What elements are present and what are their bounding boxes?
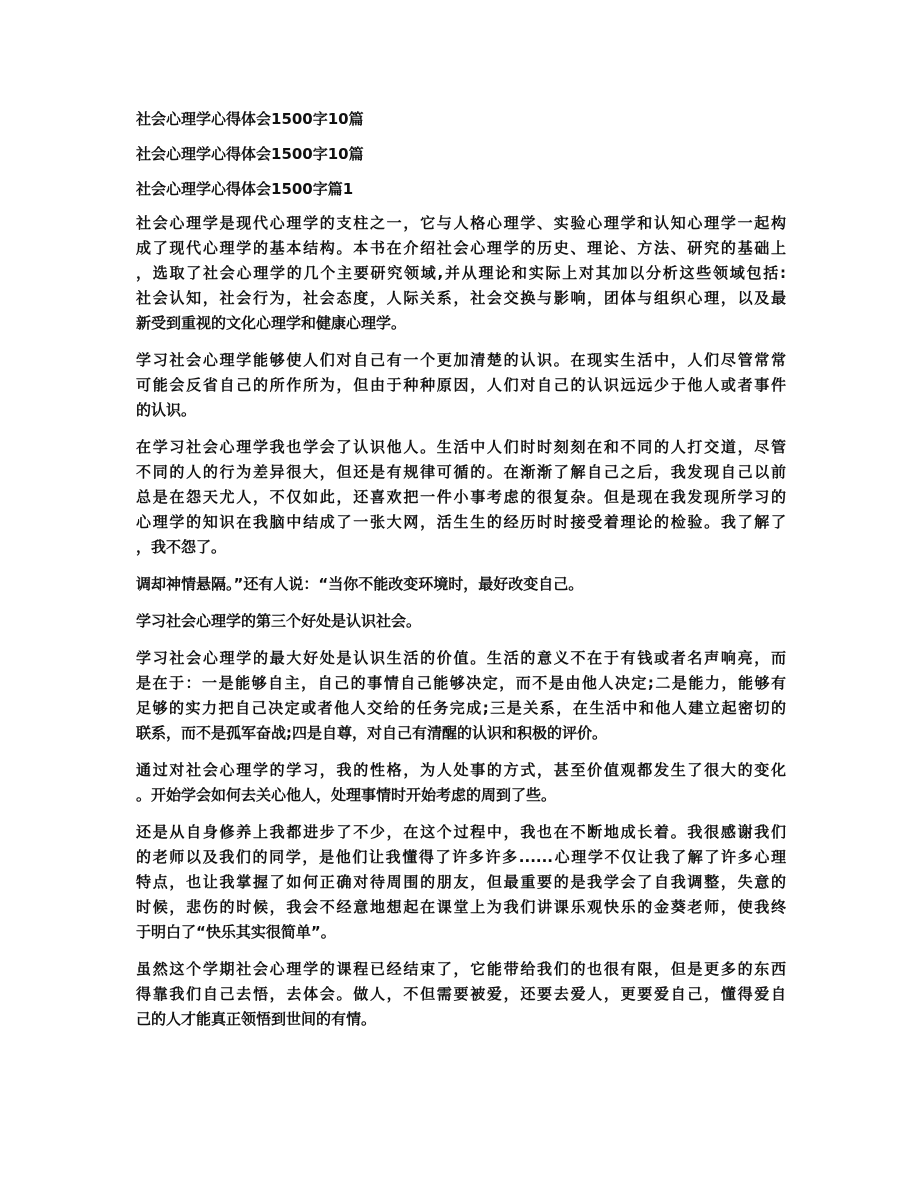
text-line: 是在于：一是能够自主，自己的事情自己能够决定，而不是由他人决定;二是能力，能够有 xyxy=(136,674,786,692)
text-line: 社会心理学是现代心理学的支柱之一，它与人格心理学、实验心理学和认知心理学一起构 xyxy=(136,214,786,232)
text-line: 在学习社会心理学我也学会了认识他人。生活中人们时时刻刻在和不同的人打交道，尽管 xyxy=(136,438,786,456)
text-line: 成了现代心理学的基本结构。本书在介绍社会心理学的历史、理论、方法、研究的基础上 xyxy=(136,239,786,257)
text-line: 不同的人的行为差异很大，但还是有规律可循的。在渐渐了解自己之后，我发现自己以前 xyxy=(136,463,786,481)
text-line: 学习社会心理学能够使人们对自己有一个更加清楚的认识。在现实生活中，人们尽管常常 xyxy=(136,351,786,369)
text-line: ，选取了社会心理学的几个主要研究领域,并从理论和实际上对其加以分析这些领域包括: xyxy=(136,264,786,282)
text-line: 虽然这个学期社会心理学的课程已经结束了，它能带给我们的也很有限，但是更多的东西 xyxy=(136,960,786,978)
paragraph xyxy=(136,957,786,1032)
text-line: 总是在怨天尤人，不仅如此，还喜欢把一件小事考虑的很复杂。但是现在我发现所学习的 xyxy=(136,488,786,506)
text-line: 己的人才能真正领悟到世间的有情。 xyxy=(136,1010,377,1028)
paragraph xyxy=(136,758,786,808)
text-line: 于明白了“快乐其实很简单”。 xyxy=(136,923,336,941)
paragraph xyxy=(136,211,786,336)
document-page xyxy=(136,106,786,1044)
text-line: 社会认知，社会行为，社会态度，人际关系，社会交换与影响，团体与组织心理，以及最 xyxy=(136,289,786,307)
text-line: 心理学的知识在我脑中结成了一张大网，活生生的经历时时接受着理论的检验。我了解了 xyxy=(136,513,786,531)
paragraph xyxy=(136,646,786,746)
text-line: 学习社会心理学的最大好处是认识生活的价值。生活的意义不在于有钱或者名声响亮，而 xyxy=(136,649,786,667)
text-line: 调却神情悬隔。”还有人说：“当你不能改变环境时，最好改变自己。 xyxy=(136,575,584,593)
section-heading: 社会心理学心得体会1500字篇1 xyxy=(136,180,354,198)
text-line: 学习社会心理学的第三个好处是认识社会。 xyxy=(136,612,422,630)
paragraph xyxy=(136,820,786,945)
paragraph xyxy=(136,348,786,423)
paragraph xyxy=(136,435,786,560)
text-line: 的认识。 xyxy=(136,401,197,419)
text-line: 时候，悲伤的时候，我会不经意地想起在课堂上为我们讲课乐观快乐的金葵老师，使我终 xyxy=(136,898,786,916)
text-line: 还是从自身修养上我都进步了不少，在这个过程中，我也在不断地成长着。我很感谢我们 xyxy=(136,823,786,841)
text-line: 的老师以及我们的同学，是他们让我懂得了许多许多......心理学不仅让我了解了许多心理 xyxy=(136,848,786,866)
text-line: 特点，也让我掌握了如何正确对待周围的朋友，但最重要的是我学会了自我调整，失意的 xyxy=(136,873,786,891)
text-line: 联系，而不是孤军奋战;四是自尊，对自己有清醒的认识和积极的评价。 xyxy=(136,724,608,742)
paragraph xyxy=(136,609,786,634)
paragraph xyxy=(136,572,786,597)
text-line: 得靠我们自己去悟，去体会。做人，不但需要被爱，还要去爱人，更要爱自己，懂得爱自 xyxy=(136,985,786,1003)
document-subtitle: 社会心理学心得体会1500字10篇 xyxy=(136,145,364,163)
document-title: 社会心理学心得体会1500字10篇 xyxy=(136,110,364,128)
text-line: 新受到重视的文化心理学和健康心理学。 xyxy=(136,314,407,332)
text-line: 足够的实力把自己决定或者他人交给的任务完成;三是关系，在生活中和他人建立起密切的 xyxy=(136,699,786,717)
text-line: 可能会反省自己的所作所为，但由于种种原因，人们对自己的认识远远少于他人或者事件 xyxy=(136,376,786,394)
text-line: 。开始学会如何去关心他人，处理事情时开始考虑的周到了些。 xyxy=(136,786,557,804)
text-line: ，我不怨了。 xyxy=(136,538,227,556)
text-line: 通过对社会心理学的学习，我的性格，为人处事的方式，甚至价值观都发生了很大的变化 xyxy=(136,761,786,779)
